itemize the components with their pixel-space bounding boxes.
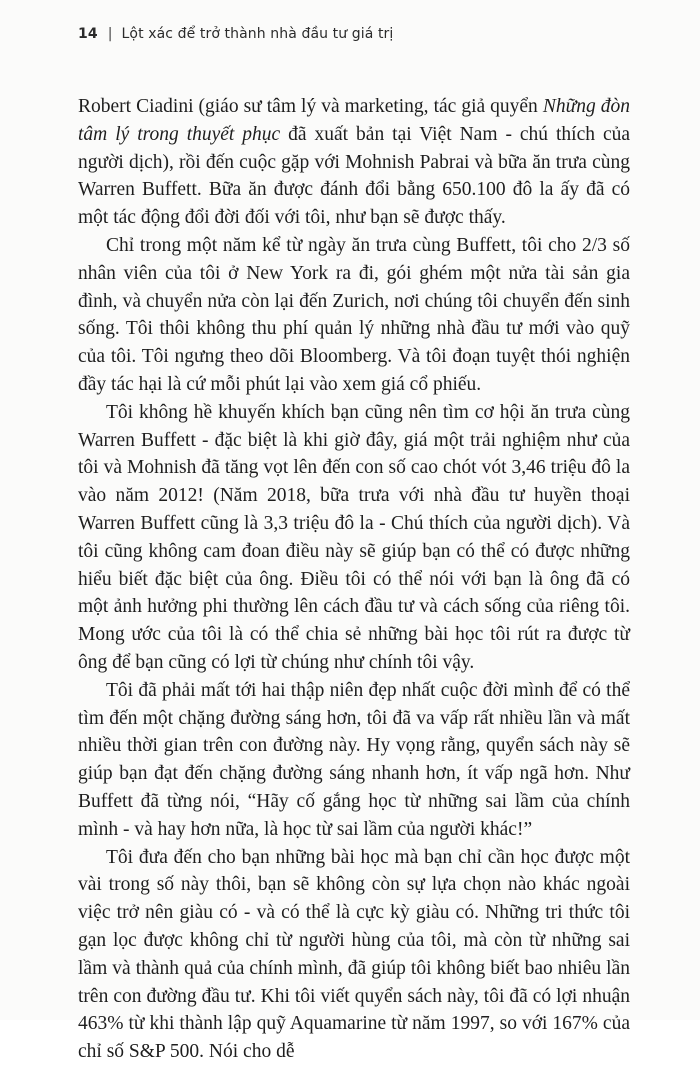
header-separator: | (107, 26, 113, 42)
paragraph (78, 93, 630, 232)
paragraph-text: Robert Ciadini (giáo sư tâm lý và marketing, tác giả quyển (78, 96, 543, 117)
paragraph (78, 399, 630, 677)
paragraph (78, 232, 630, 399)
paragraph-text: đã xuất bản tại Việt Nam - chú thích của người dịch), rồi đến cuộc gặp với Mohnish Pabrai và bữa ăn trưa cùng Warren Buffett. Bữa ăn được đánh đổi bằng 650.100 đô la ấy đã có một tác động đổi đời đối với tôi, như bạn sẽ được thấy. (78, 123, 631, 229)
paragraph-text: Chỉ trong một năm kể từ ngày ăn trưa cùng Buffett, tôi cho 2/3 số nhân viên của tôi ở New York ra đi, gói ghém một nửa tài sản gia đình, và chuyển nửa còn lại đến Zurich, nơi chúng tôi chuyển đến sinh sống. Tôi thôi không thu phí quản lý những nhà đầu tư mới vào quỹ của tôi. Tôi ngưng theo dõi Bloomberg. Và tôi đoạn tuyệt thói nghiện đầy tác hại là cứ mỗi phút lại vào xem giá cổ phiếu. (78, 234, 630, 395)
paragraph-text: Tôi đưa đến cho bạn những bài học mà bạn chỉ cần học được một vài trong số này thôi, bạn sẽ không còn sự lựa chọn nào khác ngoài việc trở nên giàu có - và có thể là cực kỳ giàu có. Những tri thức tôi gạn lọc được không chỉ từ người hùng của tôi, mà còn từ những sai lầm và thành quả của chính mình, đã giúp tôi không biết bao nhiêu lần trên con đường đầu tư. Khi tôi viết quyển sách này, tôi đã có lợi nhuận 463% từ khi thành lập quỹ Aquamarine từ năm 1997, so với 167% của chỉ số S&P 500. Nói cho dễ (78, 846, 630, 1063)
page-number: 14 (78, 26, 98, 42)
book-title-italic: Những đòn tâm lý trong thuyết phục (78, 96, 630, 145)
book-title: Lột xác để trở thành nhà đầu tư giá trị (121, 26, 394, 42)
body-text (78, 93, 630, 1066)
paragraph-text: Tôi không hề khuyến khích bạn cũng nên tìm cơ hội ăn trưa cùng Warren Buffett - đặc biệt là khi giờ đây, giá một trải nghiệm như của tôi và Mohnish đã tăng vọt lên đến con số cao chót vót 3,46 triệu đô la vào năm 2012! (Năm 2018, bữa trưa với nhà đầu tư huyền thoại Warren Buffett cũng là 3,3 triệu đô la - Chú thích của người dịch). Và tôi cũng không cam đoan điều này sẽ giúp bạn có thể có được những hiểu biết đặc biệt của ông. Điều tôi có thể nói với bạn là ông đã có một ảnh hưởng phi thường lên cách đầu tư và cách sống của riêng tôi. Mong ước của tôi là có thể chia sẻ những bài học tôi rút ra được từ ông để bạn cũng có lợi từ chúng như chính tôi vậy. (78, 401, 630, 673)
paragraph (78, 677, 630, 844)
paragraph-text: Tôi đã phải mất tới hai thập niên đẹp nhất cuộc đời mình để có thể tìm đến một chặng đường sáng hơn, tôi đã va vấp rất nhiều lần và mất nhiều thời gian trên con đường này. Hy vọng rằng, quyển sách này sẽ giúp bạn đạt đến chặng đường sáng nhanh hơn, ít vấp ngã hơn. Như Buffett đã từng nói, “Hãy cố gắng học từ những sai lầm của chính mình - và hay hơn nữa, là học từ sai lầm của người khác!” (78, 679, 630, 840)
running-header (78, 26, 393, 42)
paragraph (78, 844, 630, 1066)
